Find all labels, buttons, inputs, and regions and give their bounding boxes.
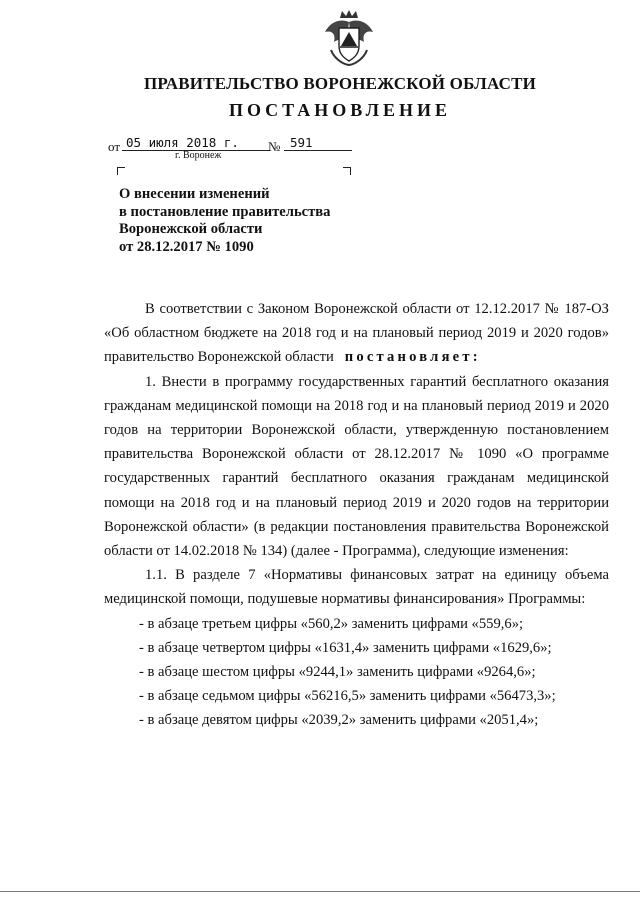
change-list-item: - в абзаце шестом цифры «9244,1» заменить цифрами «9264,6»; (139, 664, 536, 681)
coat-of-arms-icon (322, 8, 376, 68)
document-body (104, 297, 609, 733)
corner-bracket-left (117, 167, 125, 175)
organization-title: ПРАВИТЕЛЬСТВО ВОРОНЕЖСКОЙ ОБЛАСТИ (143, 74, 537, 93)
change-list-item: - в абзаце седьмом цифры «56216,5» заменить цифрами «56473,3»; (139, 688, 556, 705)
corner-bracket-right (343, 167, 351, 175)
change-list-item: - в абзаце девятом цифры «2039,2» заменить цифрами «2051,4»; (139, 712, 539, 729)
item-1-paragraph: 1. Внести в программу государственных гарантий бесплатного оказания гражданам медицинской помощи на 2018 год и на плановый период 2019 и 2020 годов на территории Воронежской области, утвержденную постановлением правительства Воронежской области от 28.12.2017 № 1090 «О программе государственных гарантий бесплатного оказания гражданам медицинской помощи на 2018 год и на плановый период 2019 и 2020 годов на территории Воронежской области» (в редакции постановления правительства Воронежской области от 14.02.2018 № 134) (далее - Программа), следующие изменения: (104, 373, 609, 560)
document-number: 591 (284, 135, 352, 151)
subject-line: от 28.12.2017 № 1090 (119, 238, 254, 255)
document-date: 05 июля 2018 г. (122, 135, 270, 151)
preamble-paragraph (104, 297, 609, 370)
decree-word: постановляет: (344, 349, 481, 366)
preamble-text: В соответствии с Законом Воронежской области от 12.12.2017 № 187-ОЗ «Об областном бюджете на 2018 год и на плановый период 2019 и 2020 годов» правительство Воронежской области (104, 301, 609, 366)
subject-line: Воронежской области (119, 221, 263, 237)
document-type-title: ПОСТАНОВЛЕНИЕ (228, 100, 452, 120)
subject-line: в постановление правительства (119, 203, 331, 220)
subject-line: О внесении изменений (119, 186, 270, 202)
city-label: г. Воронеж (175, 150, 222, 161)
change-list-item: - в абзаце четвертом цифры «1631,4» заменить цифрами «1629,6»; (139, 639, 552, 656)
item-1-1-paragraph: 1.1. В разделе 7 «Нормативы финансовых затрат на единицу объема медицинской помощи, подушевые нормативы финансирования» Программы: (104, 567, 609, 608)
number-label: № (268, 139, 281, 154)
page-bottom-divider (0, 891, 640, 892)
document-subject (119, 186, 379, 256)
date-label: от (108, 139, 121, 154)
change-list-item: - в абзаце третьем цифры «560,2» заменить цифрами «559,6»; (139, 615, 524, 632)
